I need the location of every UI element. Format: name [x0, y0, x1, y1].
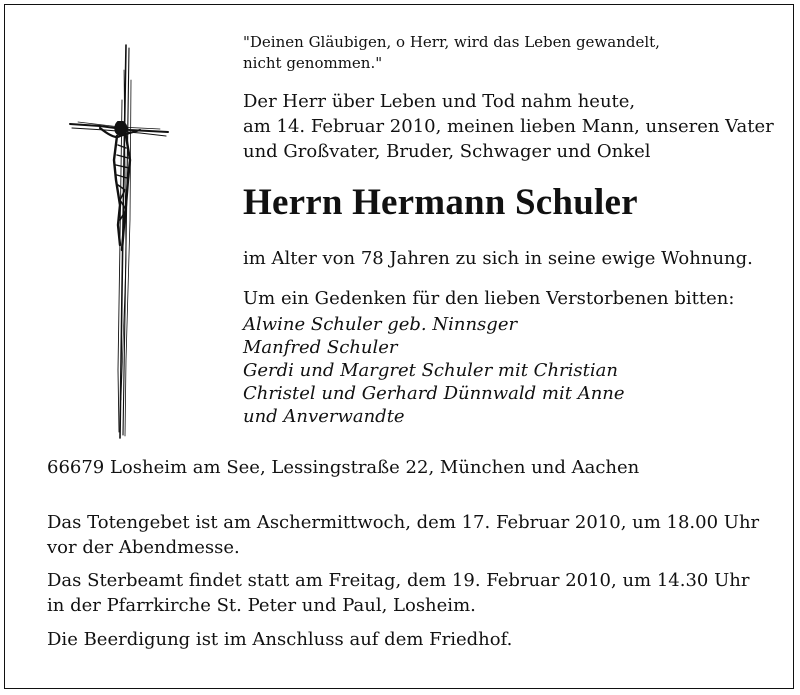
requiem-info [47, 568, 749, 618]
family-address: 66679 Losheim am See, Lessingstraße 22, München und Aachen [47, 457, 640, 478]
prayer-line: vor der Abendmesse. [47, 537, 240, 558]
mourners-list [243, 313, 625, 428]
remembrance-request: Um ein Gedenken für den lieben Verstorbenen bitten: [243, 288, 735, 309]
requiem-line: Das Sterbeamt findet statt am Freitag, dem 19. Februar 2010, um 14.30 Uhr [47, 570, 750, 591]
quote-line: nicht genommen." [243, 54, 383, 72]
announcement-intro [243, 89, 774, 164]
mourner: Christel und Gerhard Dünnwald mit Anne [243, 383, 625, 404]
crucifix-icon [60, 40, 170, 440]
mourner: Gerdi und Margret Schuler mit Christian [243, 360, 618, 381]
intro-line: und Großvater, Bruder, Schwager und Onkel [243, 141, 651, 162]
mourner: und Anverwandte [243, 406, 405, 427]
deceased-name: Herrn Hermann Schuler [243, 182, 638, 223]
mourner: Manfred Schuler [243, 337, 398, 358]
scripture-quote [243, 32, 660, 74]
mourner: Alwine Schuler geb. Ninnsger [243, 314, 518, 335]
prayer-line: Das Totengebet ist am Aschermittwoch, dem 17. Februar 2010, um 18.00 Uhr [47, 512, 760, 533]
requiem-line: in der Pfarrkirche St. Peter und Paul, Losheim. [47, 595, 476, 616]
prayer-info [47, 510, 759, 560]
intro-line: am 14. Februar 2010, meinen lieben Mann, unseren Vater [243, 116, 774, 137]
burial-info: Die Beerdigung ist im Anschluss auf dem Friedhof. [47, 629, 513, 650]
intro-line: Der Herr über Leben und Tod nahm heute, [243, 91, 636, 112]
quote-line: "Deinen Gläubigen, o Herr, wird das Leben gewandelt, [243, 33, 660, 51]
age-statement: im Alter von 78 Jahren zu sich in seine ewige Wohnung. [243, 248, 753, 269]
